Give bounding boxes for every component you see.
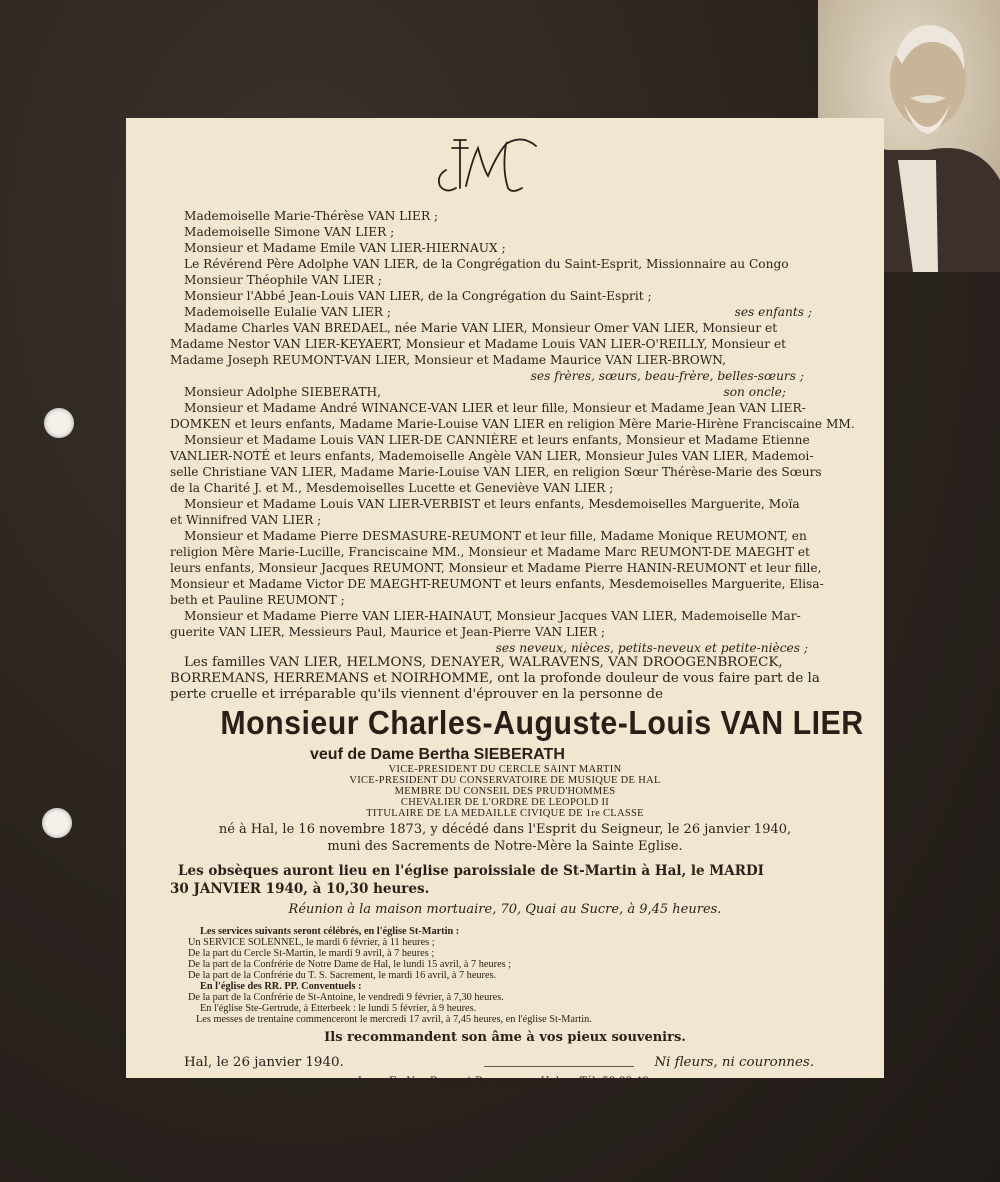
service-line: De la part du Cercle St-Martin, le mardi 9 avril, à 7 heures ; <box>188 948 435 959</box>
service-line: De la part de la Confrérie du T. S. Sacrement, le mardi 16 avril, à 7 heures. <box>188 970 497 981</box>
service-line: De la part de la Confrérie de Notre Dame de Hal, le lundi 15 avril, à 7 heures ; <box>188 959 512 970</box>
honorific-title: TITULAIRE DE LA MEDAILLE CIVIQUE DE 1re CLASSE <box>366 808 644 819</box>
relative-line: Monsieur Théophile VAN LIER ; <box>184 273 382 287</box>
grandchild-line: selle Christiane VAN LIER, Madame Marie-Louise VAN LIER, en religion Sœur Thérèse-Marie des Sœurs <box>170 465 822 479</box>
grandchild-line: beth et Pauline REUMONT ; <box>170 593 345 607</box>
relative-line: Le Révérend Père Adolphe VAN LIER, de la Congrégation du Saint-Esprit, Missionnaire au Congo <box>184 257 789 271</box>
families-line: perte cruelle et irréparable qu'ils viennent d'éprouver en la personne de <box>170 687 664 702</box>
nephews-label: ses neveux, nièces, petits-neveux et petite-nièces ; <box>495 641 808 655</box>
sibling-line: Madame Joseph REUMONT-VAN LIER, Monsieur et Madame Maurice VAN LIER-BROWN, <box>170 353 727 367</box>
birth-death-line: né à Hal, le 16 novembre 1873, y décédé dans l'Esprit du Seigneur, le 26 janvier 1940, <box>218 822 792 837</box>
deceased-name: Monsieur Charles-Auguste-Louis VAN LIER <box>220 704 864 741</box>
services-heading: Les services suivants seront célébrés, en l'église St-Martin : <box>200 926 460 937</box>
siblings-label: ses frères, sœurs, beau-frère, belles-sœurs ; <box>530 369 804 383</box>
relative-line: Mademoiselle Simone VAN LIER ; <box>184 225 395 239</box>
grandchild-line: leurs enfants, Monsieur Jacques REUMONT, Monsieur et Madame Pierre HANIN-REUMONT et leur fille, <box>170 561 822 575</box>
reunion-line: Réunion à la maison mortuaire, 70, Quai au Sucre, à 9,45 heures. <box>288 902 722 917</box>
children-label: ses enfants ; <box>734 305 812 319</box>
uncle-line: Monsieur Adolphe SIEBERATH, <box>184 385 382 399</box>
service-line: Les messes de trentaine commenceront le mercredi 17 avril, à 7,45 heures, en l'église St-Martin. <box>196 1014 592 1025</box>
service-line: Un SERVICE SOLENNEL, le mardi 6 février, à 11 heures ; <box>188 937 435 948</box>
grandchild-line: Monsieur et Madame André WINANCE-VAN LIER et leur fille, Monsieur et Madame Jean VAN LIER- <box>184 401 806 415</box>
relative-line: Monsieur l'Abbé Jean-Louis VAN LIER, de la Congrégation du Saint-Esprit ; <box>184 289 652 303</box>
grandchild-line: Monsieur et Madame Louis VAN LIER-VERBIST et leurs enfants, Mesdemoiselles Marguerite, Moïa <box>184 497 800 511</box>
relative-line: Mademoiselle Marie-Thérèse VAN LIER ; <box>184 209 439 223</box>
signature-divider <box>484 1066 634 1067</box>
honorific-title: MEMBRE DU CONSEIL DES PRUD'HOMMES <box>394 786 616 797</box>
place-date: Hal, le 26 janvier 1940. <box>184 1055 344 1070</box>
cross-monogram-icon <box>426 130 546 200</box>
printer-credit: Impr. Fr. Van Bossuyt-Borremans, Hal. — Tél. 53 33 49. <box>357 1075 653 1087</box>
grandchild-line: Monsieur et Madame Pierre DESMASURE-REUMONT et leur fille, Madame Monique REUMONT, en <box>184 529 807 543</box>
widower-line: veuf de Dame Bertha SIEBERATH <box>310 746 565 763</box>
grandchild-line: Monsieur et Madame Victor DE MAEGHT-REUMONT et leurs enfants, Mesdemoiselles Marguerite, Elisa- <box>170 577 824 591</box>
honorific-title: VICE-PRESIDENT DU CONSERVATOIRE DE MUSIQUE DE HAL <box>349 775 661 786</box>
service-line: En l'église Ste-Gertrude, à Etterbeek : le lundi 5 février, à 9 heures. <box>200 1003 477 1014</box>
grandchild-line: guerite VAN LIER, Messieurs Paul, Maurice et Jean-Pierre VAN LIER ; <box>170 625 606 639</box>
relative-line: Monsieur et Madame Emile VAN LIER-HIERNAUX ; <box>184 241 506 255</box>
punch-hole <box>44 408 74 438</box>
grandchild-line: Monsieur et Madame Louis VAN LIER-DE CANNIÈRE et leurs enfants, Monsieur et Madame Etienne <box>184 433 810 447</box>
honorific-title: VICE-PRESIDENT DU CERCLE SAINT MARTIN <box>388 764 622 775</box>
relative-line: Mademoiselle Eulalie VAN LIER ; <box>184 305 391 319</box>
recommendation-line: Ils recommandent son âme à vos pieux souvenirs. <box>324 1030 686 1045</box>
service-subheading: En l'église des RR. PP. Conventuels : <box>200 981 362 992</box>
funeral-line: 30 JANVIER 1940, à 10,30 heures. <box>170 881 430 897</box>
grandchild-line: DOMKEN et leurs enfants, Madame Marie-Louise VAN LIER en religion Mère Marie-Hirène Franciscaine MM. <box>170 417 855 431</box>
grandchild-line: et Winnifred VAN LIER ; <box>170 513 322 527</box>
punch-hole <box>42 808 72 838</box>
families-line: Les familles VAN LIER, HELMONS, DENAYER, WALRAVENS, VAN DROOGENBROECK, <box>184 655 783 670</box>
no-flowers-note: Ni fleurs, ni couronnes. <box>654 1055 814 1070</box>
sibling-line: Madame Nestor VAN LIER-KEYAERT, Monsieur et Madame Louis VAN LIER-O'REILLY, Monsieur et <box>170 337 787 351</box>
families-line: BORREMANS, HERREMANS et NOIRHOMME, ont la profonde douleur de vous faire part de la <box>170 671 820 686</box>
honorific-title: CHEVALIER DE L'ORDRE DE LEOPOLD II <box>400 797 610 808</box>
service-line: De la part de la Confrérie de St-Antoine, le vendredi 9 février, à 7,30 heures. <box>188 992 504 1003</box>
grandchild-line: de la Charité J. et M., Mesdemoiselles Lucette et Geneviève VAN LIER ; <box>170 481 614 495</box>
uncle-label: son oncle; <box>723 385 786 399</box>
grandchild-line: Monsieur et Madame Pierre VAN LIER-HAINAUT, Monsieur Jacques VAN LIER, Mademoiselle Mar- <box>184 609 801 623</box>
funeral-notice-card <box>126 118 884 1087</box>
birth-death-line: muni des Sacrements de Notre-Mère la Sainte Eglise. <box>327 839 683 854</box>
funeral-line: Les obsèques auront lieu en l'église paroissiale de St-Martin à Hal, le MARDI <box>178 863 764 879</box>
sibling-line: Madame Charles VAN BREDAEL, née Marie VAN LIER, Monsieur Omer VAN LIER, Monsieur et <box>184 321 778 335</box>
grandchild-line: religion Mère Marie-Lucille, Franciscaine MM., Monsieur et Madame Marc REUMONT-DE MAEGHT et <box>170 545 810 559</box>
grandchild-line: VANLIER-NOTÉ et leurs enfants, Mademoiselle Angèle VAN LIER, Monsieur Jules VAN LIER, Mademoi- <box>170 449 814 463</box>
